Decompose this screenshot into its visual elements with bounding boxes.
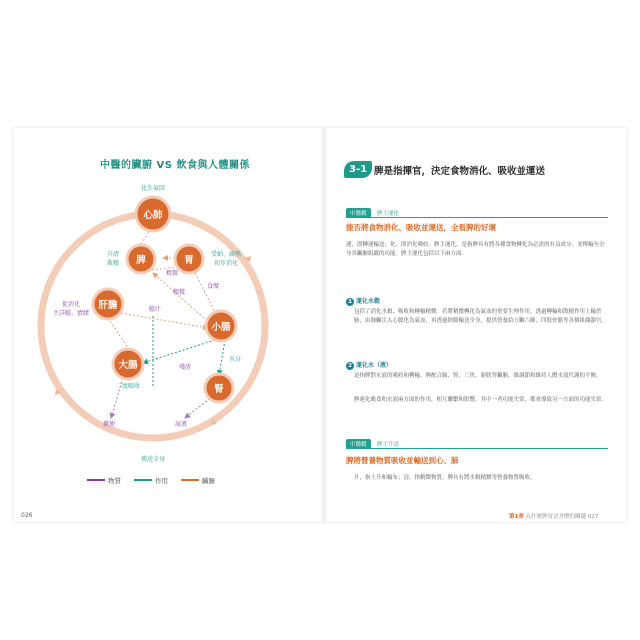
label-top: 化生氣回	[140, 185, 166, 192]
label-water: 水分	[228, 356, 242, 363]
section-number: 3-1	[344, 161, 372, 178]
subheading-1-number: 1	[346, 298, 354, 306]
svg-text:心肺: 心肺	[143, 210, 163, 221]
node-small-intestine	[206, 311, 236, 341]
label-feces: 糞便	[102, 421, 116, 428]
svg-text:小腸: 小腸	[211, 322, 231, 333]
label-jingwei-1: 精微	[165, 270, 179, 277]
subheading-1-label: 運化水穀	[356, 298, 381, 305]
subheading-2-number: 2	[346, 362, 354, 370]
label-food-mi: 食糜	[206, 283, 220, 290]
tag-2: 中醫觀	[346, 439, 371, 449]
paragraph-3: 是指脾對水液的吸收和轉輸。脾配合肺、腎、三焦、膀胱等臟腑，維調節和維持人體水液代謝的平衡。	[354, 373, 602, 379]
subheading-2-label: 運化水（液）	[356, 362, 393, 369]
node-spleen	[127, 245, 155, 273]
svg-text:大腸: 大腸	[118, 360, 138, 371]
label-liver-left-2: 主詳膽、情緒	[52, 310, 90, 317]
label-spleen-left-2: 散精	[106, 260, 120, 267]
tag-1: 中醫觀	[346, 208, 371, 218]
page-number-left: 026	[21, 512, 33, 519]
label-bottom: 傳送全身	[140, 456, 166, 463]
tag-2-rule	[346, 448, 608, 449]
svg-text:胃: 胃	[184, 255, 194, 266]
organ-diagram	[13, 128, 320, 522]
label-residue: 殘渣	[178, 364, 192, 371]
paragraph-4: 脾運化穀食和水液兩方面的作用，相互聯繫和影響，其中一者功能失常，都會導致另一方面的功能失常。	[354, 397, 608, 403]
tag-2-desc: 脾主升清	[377, 442, 400, 448]
legend-organ: 臟腑	[202, 477, 215, 485]
heading-2: 脾將營養物質吸收並輸送到心、肺	[346, 456, 459, 465]
node-stomach	[175, 245, 203, 273]
page-number-right: 027	[587, 514, 599, 520]
book-spread	[13, 128, 627, 522]
node-large-intestine	[113, 349, 143, 379]
book-gutter	[320, 128, 328, 522]
label-stomach-right-1: 受納、腐熟	[210, 251, 242, 258]
svg-text:腎: 腎	[214, 384, 224, 395]
subheading-2	[346, 360, 392, 370]
label-reabsorb: 二度吸收	[115, 383, 141, 390]
diagram-title: 中醫的臟腑 VS 飲食與人體關係	[100, 160, 250, 171]
svg-text:肝膽: 肝膽	[98, 300, 118, 311]
footer-chapter: 第1章	[509, 514, 524, 520]
svg-text:脾: 脾	[136, 255, 146, 266]
tag-1-desc: 脾主運化	[377, 211, 400, 217]
label-liver-left-1: 促消化	[61, 301, 81, 308]
paragraph-5: 升，指上升和輸布；清，指精微物質。脾具有將水穀精微等營養物質吸收。	[354, 475, 536, 481]
tag-1-rule	[346, 217, 608, 218]
subheading-1	[346, 296, 380, 306]
node-liver-gall	[93, 289, 123, 319]
node-kidney	[205, 374, 233, 402]
node-heart-lung	[136, 197, 170, 231]
label-spleen-left-1: 升清	[106, 251, 120, 258]
legend-material: 物質	[108, 477, 121, 485]
label-bile: 膽汁	[148, 306, 162, 313]
heading-1: 能否將食物消化、吸收並運送，全看脾的好壞	[346, 223, 496, 232]
paragraph-2: 包括了消化水穀、吸收和轉輸精微。若將精微轉化為氣血的重要生理作用，透過轉輸和散精作用上輸於肺，由肺臟注入心脈化為氣血，再透過經脈輸送全身，提供營養給五臟六腑，四肢骨骼等各個組織器官。	[354, 309, 608, 324]
footer-text: 為什麼脾胃是身體的關鍵	[525, 514, 587, 520]
section-title: 脾是指揮官，決定食物消化、吸收並運送	[374, 166, 546, 177]
label-jingwei-2: 精微	[172, 289, 186, 296]
footer-right	[509, 512, 598, 520]
paragraph-1: 運，即轉運輸送；化，即消化吸收。脾主運化，是指脾具有將各種食物轉化為必需的有益成分，並傳輸至全身各臟腑組織的功能。脾主運化包括以下兩方面：	[346, 242, 605, 257]
legend-action: 作用	[155, 477, 168, 485]
label-urine: 尿液	[174, 421, 188, 428]
label-stomach-right-2: 初步消化	[213, 260, 239, 267]
